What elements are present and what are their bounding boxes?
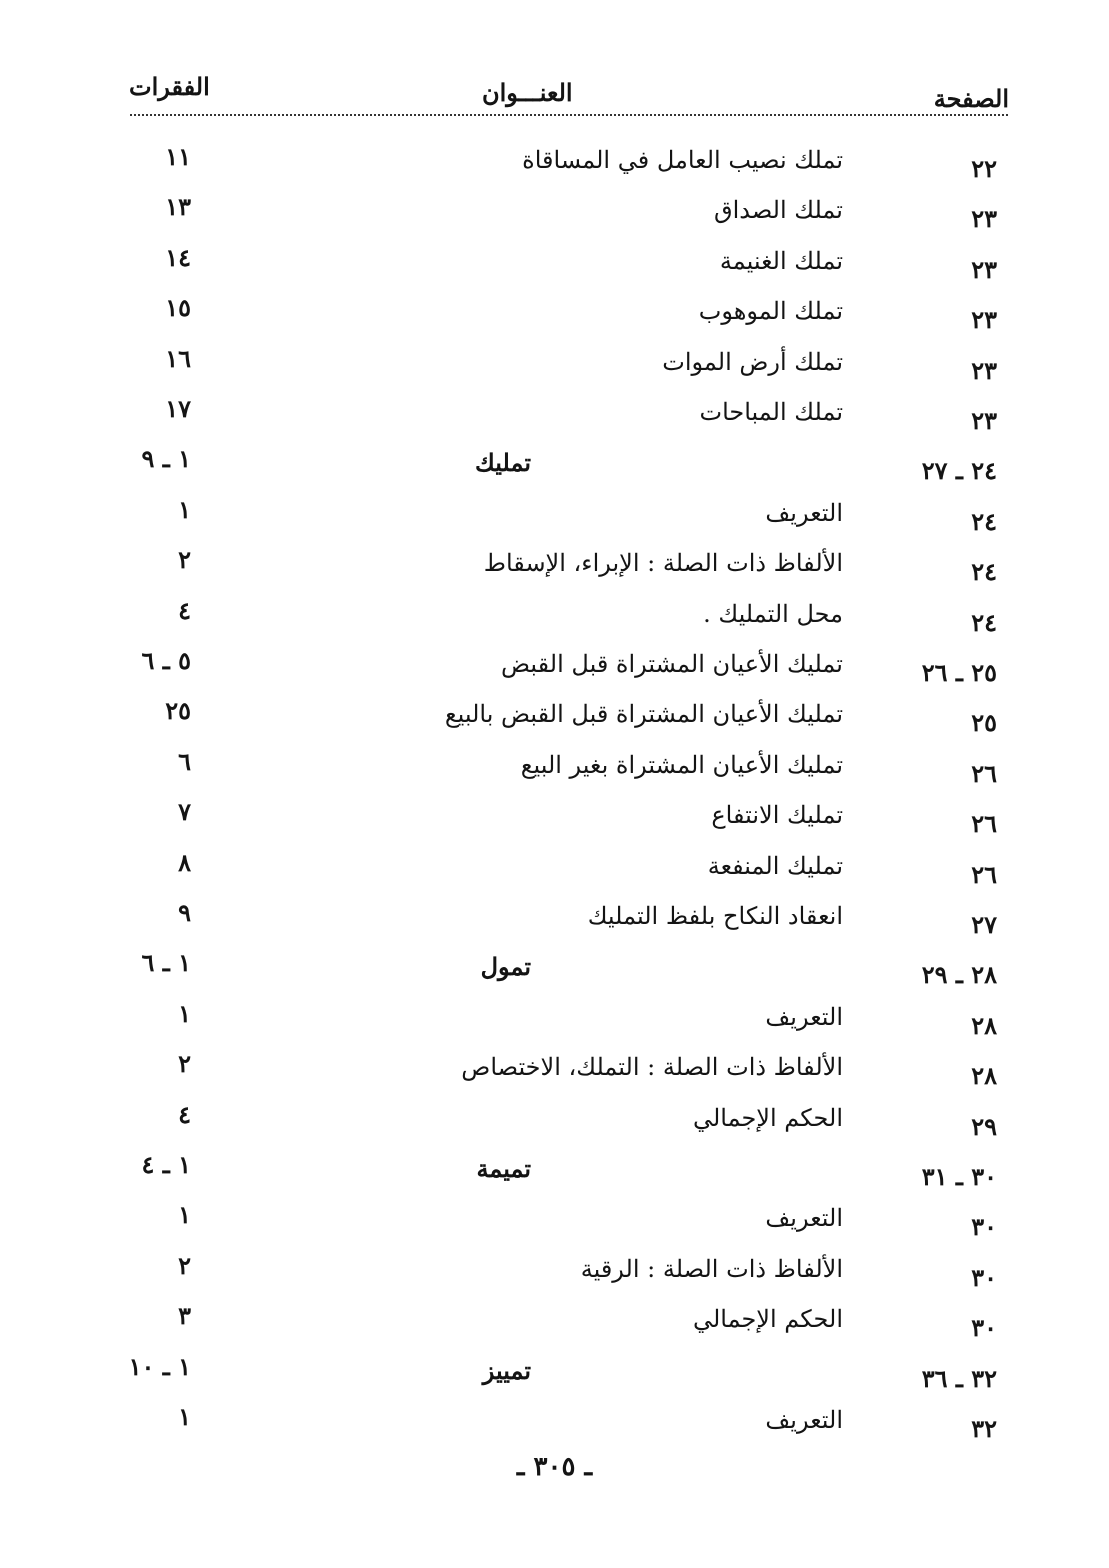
- index-main-entry: [0, 948, 1109, 990]
- index-row: [0, 847, 1109, 889]
- index-row: [0, 1200, 1109, 1242]
- entry-paragraphs: ٢: [178, 1250, 191, 1280]
- entry-title: تملك نصيب العامل في المساقاة: [522, 146, 843, 174]
- index-row: [0, 646, 1109, 687]
- index-row: [0, 898, 1109, 939]
- entry-page: ٢٣: [971, 305, 997, 335]
- index-row: [0, 242, 1109, 284]
- index-row: [0, 293, 1109, 335]
- entry-paragraphs: ١ ـ ٩: [141, 444, 191, 474]
- entry-title: تمليك الانتفاع: [711, 801, 843, 830]
- entry-main-title: تمول: [480, 952, 531, 982]
- entry-paragraphs: ٢: [178, 545, 191, 575]
- entry-paragraphs: ٨: [178, 847, 191, 877]
- entry-title: تمليك المنفعة: [707, 851, 843, 880]
- header-title-column: العنـــوان: [482, 78, 573, 107]
- entry-paragraphs: ١: [178, 1402, 191, 1431]
- page-number: ـ ٣٠٥ ـ: [516, 1452, 593, 1482]
- entry-paragraphs: ١٦: [165, 343, 191, 373]
- index-row: [0, 797, 1109, 839]
- index-row: [0, 142, 1109, 183]
- entry-paragraphs: ٢٥: [165, 696, 191, 726]
- entry-title: التعريف: [765, 1406, 843, 1434]
- index-row: [0, 595, 1109, 637]
- entry-paragraphs: ٦: [178, 746, 191, 776]
- entry-page: ٣٢ ـ ٣٦: [921, 1363, 997, 1393]
- entry-paragraphs: ٢: [178, 1049, 191, 1079]
- entry-paragraphs: ١٥: [165, 293, 191, 323]
- entry-title: تملك المباحات: [699, 398, 843, 426]
- entry-page: ٢٤: [971, 506, 997, 536]
- entry-title: محل التمليك .: [703, 599, 843, 628]
- entry-paragraphs: ٩: [178, 898, 191, 927]
- index-main-entry: [0, 1150, 1109, 1191]
- entry-page: ٢٦: [971, 758, 997, 788]
- entry-title: تمليك الأعيان المشتراة قبل القبض: [501, 650, 843, 678]
- index-main-entry: [0, 1351, 1109, 1393]
- index-row: [0, 696, 1109, 738]
- entry-title: الحكم الإجمالي: [692, 1103, 843, 1132]
- index-row: [0, 1402, 1109, 1443]
- index-row: [0, 394, 1109, 435]
- index-row: [0, 192, 1109, 234]
- index-main-entry: [0, 444, 1109, 486]
- entry-page: ٣٠: [971, 1262, 997, 1292]
- entry-title: الحكم الإجمالي: [692, 1305, 843, 1334]
- entry-title: تملك الغنيمة: [719, 246, 843, 275]
- entry-page: ٢٥: [971, 708, 997, 738]
- entry-page: ٢٨: [971, 1061, 997, 1091]
- entry-page: ٢٣: [971, 254, 997, 284]
- entry-title: الألفاظ ذات الصلة : التملك، الاختصاص: [461, 1053, 843, 1082]
- entry-paragraphs: ١ ـ ٤: [141, 1150, 191, 1179]
- index-row: [0, 545, 1109, 587]
- entry-page: ٢٥ ـ ٢٦: [921, 658, 997, 687]
- entry-page: ٢٦: [971, 809, 997, 839]
- entry-paragraphs: ٤: [178, 595, 191, 625]
- entry-paragraphs: ١ ـ ١٠: [128, 1351, 191, 1381]
- header-page-column: الصفحة: [933, 84, 1009, 113]
- entry-main-title: تمليك: [475, 448, 531, 478]
- entry-page: ٢٤: [971, 607, 997, 637]
- entry-page: ٣٢: [971, 1414, 997, 1443]
- entry-page: ٢٩: [971, 1111, 997, 1141]
- index-row: [0, 1250, 1109, 1292]
- entry-main-title: تمييز: [482, 1355, 531, 1385]
- entry-page: ٢٣: [971, 406, 997, 435]
- entry-page: ٢٢: [971, 154, 997, 183]
- page-footer: [0, 1452, 1109, 1482]
- entry-page: ٢٣: [971, 204, 997, 234]
- entry-paragraphs: ١٤: [165, 242, 191, 272]
- entry-title: انعقاد النكاح بلفظ التمليك: [587, 902, 843, 930]
- index-row: [0, 494, 1109, 536]
- entry-page: ٢٨ ـ ٢٩: [921, 960, 997, 990]
- entry-paragraphs: ٣: [178, 1301, 191, 1331]
- entry-paragraphs: ٥ ـ ٦: [141, 646, 191, 675]
- entry-page: ٢٧: [971, 910, 997, 939]
- entry-paragraphs: ١: [178, 494, 191, 524]
- entry-page: ٣٠: [971, 1212, 997, 1242]
- entry-title: تمليك الأعيان المشتراة بغير البيع: [520, 750, 843, 779]
- entry-title: التعريف: [765, 498, 843, 527]
- index-row: [0, 998, 1109, 1040]
- entry-title: تملك الموهوب: [698, 297, 843, 326]
- index-row: [0, 1049, 1109, 1091]
- entry-page: ٢٤ ـ ٢٧: [921, 456, 997, 486]
- entry-paragraphs: ١٧: [165, 394, 191, 423]
- entry-title: التعريف: [765, 1204, 843, 1233]
- index-row: [0, 1301, 1109, 1343]
- entry-paragraphs: ١ ـ ٦: [141, 948, 191, 978]
- entry-page: ٢٨: [971, 1010, 997, 1040]
- index-row: [0, 343, 1109, 385]
- entry-paragraphs: ١٣: [165, 192, 191, 222]
- header-paragraphs-column: الفقرات: [129, 72, 210, 101]
- entry-main-title: تميمة: [476, 1154, 531, 1183]
- entry-paragraphs: ٤: [178, 1099, 191, 1129]
- entry-page: ٣٠: [971, 1313, 997, 1343]
- entry-paragraphs: ٧: [178, 797, 191, 827]
- entry-title: الألفاظ ذات الصلة : الرقية: [580, 1254, 843, 1283]
- entry-paragraphs: ١: [178, 998, 191, 1028]
- entry-title: تملك الصداق: [713, 196, 843, 225]
- entry-page: ٣٠ ـ ٣١: [921, 1162, 997, 1191]
- entry-title: تملك أرض الموات: [662, 347, 843, 376]
- index-row: [0, 1099, 1109, 1141]
- entry-title: التعريف: [765, 1002, 843, 1031]
- entry-page: ٢٣: [971, 355, 997, 385]
- entry-page: ٢٤: [971, 557, 997, 587]
- entry-title: الألفاظ ذات الصلة : الإبراء، الإسقاط: [483, 549, 843, 578]
- entry-page: ٢٦: [971, 859, 997, 889]
- entry-paragraphs: ١: [178, 1200, 191, 1230]
- index-row: [0, 746, 1109, 788]
- entry-paragraphs: ١١: [165, 142, 191, 171]
- entry-title: تمليك الأعيان المشتراة قبل القبض بالبيع: [444, 700, 843, 729]
- header-dotted-divider: [130, 114, 1008, 116]
